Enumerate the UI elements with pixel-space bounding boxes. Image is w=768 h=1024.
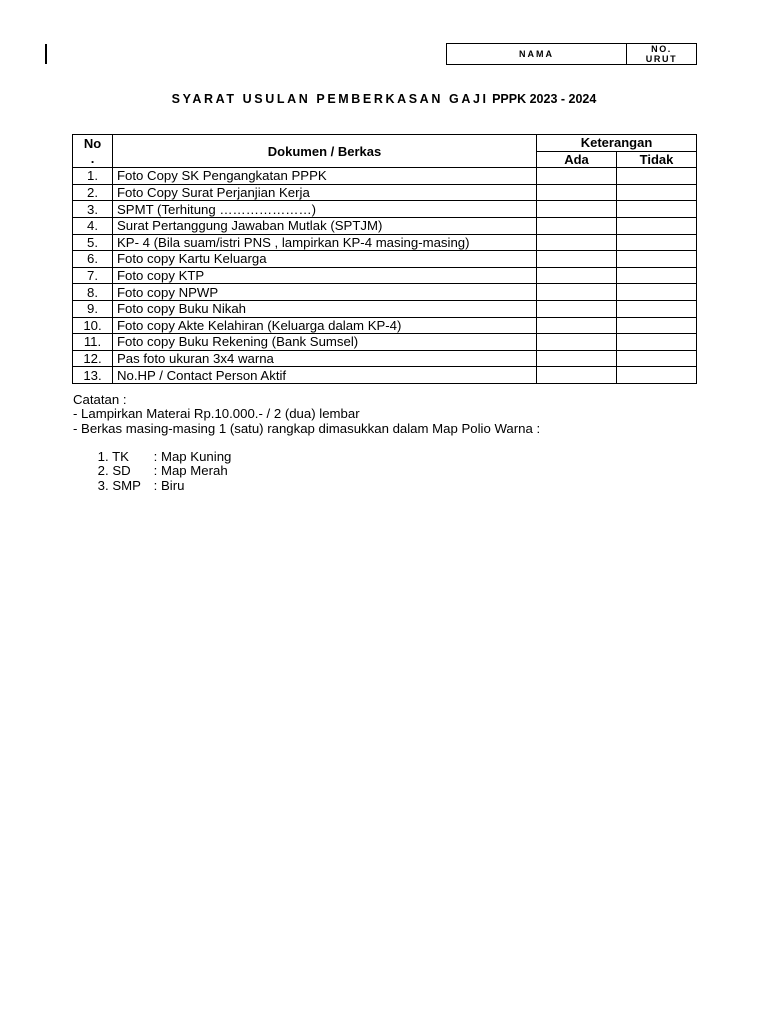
row-number: 5. [73,234,113,251]
row-number: 6. [73,251,113,268]
notes-line-map-polio: - Berkas masing-masing 1 (satu) rangkap dimasukkan dalam Map Polio Warna : [73,420,541,436]
document-name: Foto copy NPWP [113,284,537,301]
text-cursor [45,44,47,64]
notes-item-label: 2. SD [97,463,131,479]
tidak-checkbox-cell[interactable] [617,350,697,367]
table-row [73,284,697,301]
notes-section [73,392,541,493]
ada-checkbox-cell[interactable] [537,234,617,251]
document-title [0,92,768,106]
nama-label: NAMA [519,49,554,59]
notes-heading: Catatan : [73,392,127,407]
column-header-document: Dokumen / Berkas [113,135,537,168]
name-number-box [446,43,697,65]
tidak-checkbox-cell[interactable] [617,184,697,201]
table-row [73,367,697,384]
ada-checkbox-cell[interactable] [537,217,617,234]
nama-field[interactable] [447,44,627,64]
ada-checkbox-cell[interactable] [537,168,617,185]
table-row [73,317,697,334]
column-header-no: No . [73,135,113,168]
tidak-checkbox-cell[interactable] [617,317,697,334]
row-number: 4. [73,217,113,234]
row-number: 11. [73,334,113,351]
document-name: Pas foto ukuran 3x4 warna [113,350,537,367]
notes-item-label: 3. SMP [97,477,141,493]
table-row [73,201,697,218]
tidak-checkbox-cell[interactable] [617,168,697,185]
tidak-checkbox-cell[interactable] [617,284,697,301]
table-row [73,217,697,234]
tidak-checkbox-cell[interactable] [617,300,697,317]
document-name: Foto copy KTP [113,267,537,284]
no-urut-field[interactable] [627,44,696,64]
notes-item-value: : Map Merah [153,463,228,479]
ada-checkbox-cell[interactable] [537,300,617,317]
document-name: SPMT (Terhitung …………………) [113,201,537,218]
table-row [73,334,697,351]
title-spaced-part: SYARAT USULAN PEMBERKASAN GAJI [171,92,489,106]
ada-checkbox-cell[interactable] [537,317,617,334]
column-header-tidak: Tidak [617,151,697,168]
ada-checkbox-cell[interactable] [537,201,617,218]
notes-line-materai: - Lampirkan Materai Rp.10.000.- / 2 (dua) lembar [73,406,360,422]
table-row [73,350,697,367]
notes-item-label: 1. TK [97,449,129,465]
document-name: No.HP / Contact Person Aktif [113,367,537,384]
ada-checkbox-cell[interactable] [537,284,617,301]
tidak-checkbox-cell[interactable] [617,334,697,351]
document-name: Foto copy Akte Kelahiran (Keluarga dalam KP-4) [113,317,537,334]
column-header-ada: Ada [537,151,617,168]
row-number: 10. [73,317,113,334]
tidak-checkbox-cell[interactable] [617,251,697,268]
tidak-checkbox-cell[interactable] [617,267,697,284]
table-row [73,234,697,251]
ada-checkbox-cell[interactable] [537,251,617,268]
document-checklist-table [72,134,697,384]
tidak-checkbox-cell[interactable] [617,217,697,234]
document-name: Surat Pertanggung Jawaban Mutlak (SPTJM) [113,217,537,234]
row-number: 8. [73,284,113,301]
table-row [73,168,697,185]
title-rest: PPPK 2023 - 2024 [492,92,597,106]
row-number: 7. [73,267,113,284]
tidak-checkbox-cell[interactable] [617,234,697,251]
column-header-keterangan: Keterangan [537,135,697,152]
document-name: Foto Copy SK Pengangkatan PPPK [113,168,537,185]
no-label: NO. [651,44,672,54]
row-number: 2. [73,184,113,201]
document-name: KP- 4 (Bila suam/istri PNS , lampirkan KP-4 masing-masing) [113,234,537,251]
row-number: 9. [73,300,113,317]
table-row [73,300,697,317]
ada-checkbox-cell[interactable] [537,334,617,351]
ada-checkbox-cell[interactable] [537,184,617,201]
ada-checkbox-cell[interactable] [537,267,617,284]
ada-checkbox-cell[interactable] [537,367,617,384]
ada-checkbox-cell[interactable] [537,350,617,367]
table-row [73,267,697,284]
row-number: 13. [73,367,113,384]
document-name: Foto copy Buku Nikah [113,300,537,317]
notes-item-value: : Biru [153,477,185,493]
notes-item [73,436,540,465]
table-row [73,251,697,268]
document-name: Foto Copy Surat Perjanjian Kerja [113,184,537,201]
row-number: 3. [73,201,113,218]
row-number: 12. [73,350,113,367]
tidak-checkbox-cell[interactable] [617,201,697,218]
notes-item-value: : Map Kuning [153,449,232,465]
tidak-checkbox-cell[interactable] [617,367,697,384]
urut-label: URUT [645,54,678,64]
table-row [73,184,697,201]
document-name: Foto copy Kartu Keluarga [113,251,537,268]
document-name: Foto copy Buku Rekening (Bank Sumsel) [113,334,537,351]
row-number: 1. [73,168,113,185]
